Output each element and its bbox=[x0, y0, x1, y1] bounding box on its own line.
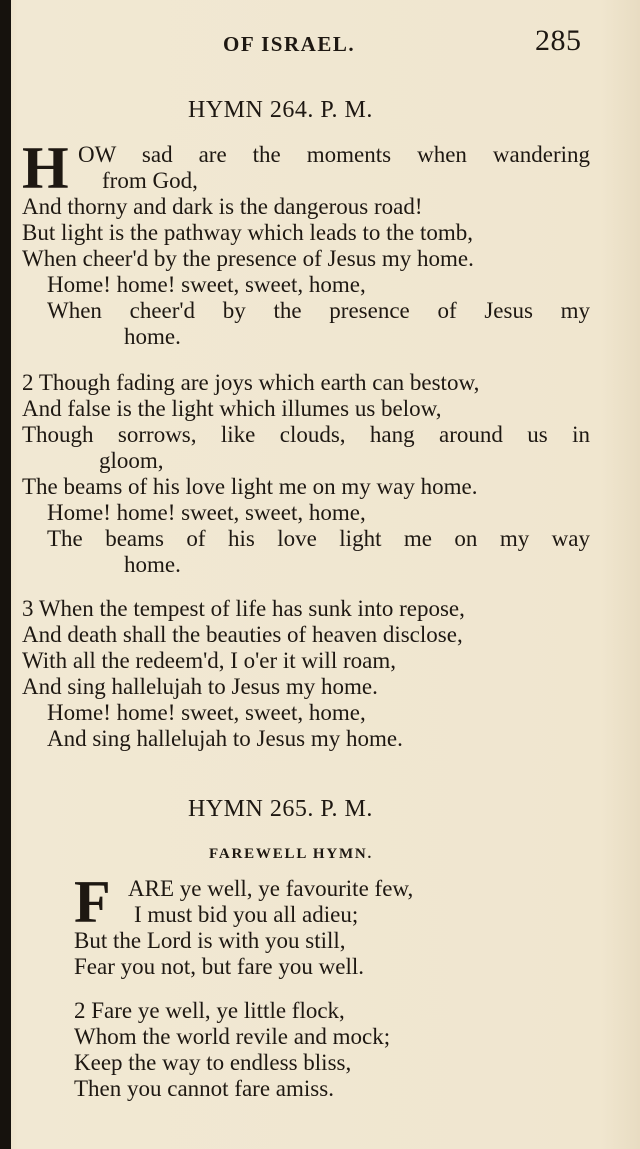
running-header: OF ISRAEL. bbox=[223, 32, 356, 56]
hymn-264-s3-line1: 3 When the tempest of life has sunk into repose, bbox=[22, 596, 465, 621]
page-number: 285 bbox=[535, 24, 582, 57]
hymn-265-s1-line4: Fear you not, but fare you well. bbox=[74, 954, 364, 979]
hymn-264-s1-line4: When cheer'd by the presence of Jesus my home. bbox=[22, 246, 474, 271]
hymn-265-s1-line1: ARE ye well, ye favourite few, bbox=[128, 876, 414, 901]
hymn-265-s2-line4: Then you cannot fare amiss. bbox=[74, 1076, 334, 1101]
hymn-264-s1-line3: But light is the pathway which leads to the tomb, bbox=[22, 220, 473, 245]
hymn-264-title: HYMN 264. P. M. bbox=[188, 97, 373, 123]
hymn-264-s2-line3: Though sorrows, like clouds, hang around us in bbox=[22, 422, 590, 447]
hymn-264-s3-line2: And death shall the beauties of heaven disclose, bbox=[22, 622, 463, 647]
hymn-264-s2-line4: The beams of his love light me on my way home. bbox=[22, 474, 478, 499]
hymn-264-s3-line4: And sing hallelujah to Jesus my home. bbox=[22, 674, 378, 699]
hymn-264-s1-line1: OW sad are the moments when wandering bbox=[78, 142, 590, 167]
hymn-264-dropcap: H bbox=[22, 135, 69, 201]
hymn-265-s1-line3: But the Lord is with you still, bbox=[74, 928, 346, 953]
hymn-264-s2-refrain2-cont: home. bbox=[124, 552, 181, 577]
page-spine-edge bbox=[0, 0, 11, 1149]
hymn-265-title: HYMN 265. P. M. bbox=[188, 796, 373, 822]
hymn-264-s3-refrain2: And sing hallelujah to Jesus my home. bbox=[47, 726, 403, 751]
hymn-264-s1-refrain2: When cheer'd by the presence of Jesus my bbox=[47, 298, 590, 323]
hymn-264-s2-line3-cont: gloom, bbox=[99, 448, 164, 473]
hymn-264-s2-refrain1: Home! home! sweet, sweet, home, bbox=[47, 500, 366, 525]
hymn-265-s2-line1: 2 Fare ye well, ye little flock, bbox=[74, 998, 345, 1023]
hymn-265-subtitle: FAREWELL HYMN. bbox=[209, 846, 374, 862]
hymn-264-s1-refrain2-cont: home. bbox=[124, 324, 181, 349]
hymn-264-s3-refrain1: Home! home! sweet, sweet, home, bbox=[47, 700, 366, 725]
hymn-264-s2-line1: 2 Though fading are joys which earth can bestow, bbox=[22, 370, 480, 395]
hymn-264-s3-line3: With all the redeem'd, I o'er it will roam, bbox=[22, 648, 396, 673]
hymn-264-s2-refrain2: The beams of his love light me on my way bbox=[47, 526, 590, 551]
hymn-264-s1-line1-cont: from God, bbox=[102, 168, 198, 193]
hymn-264-s1-line2: And thorny and dark is the dangerous road! bbox=[22, 194, 423, 219]
hymn-265-dropcap: F bbox=[74, 869, 111, 935]
hymn-264-s2-line2: And false is the light which illumes us below, bbox=[22, 396, 442, 421]
hymn-265-s2-line2: Whom the world revile and mock; bbox=[74, 1024, 391, 1049]
hymn-264-s1-refrain1: Home! home! sweet, sweet, home, bbox=[47, 272, 366, 297]
hymn-265-s1-line2: I must bid you all adieu; bbox=[134, 902, 359, 927]
hymn-265-s2-line3: Keep the way to endless bliss, bbox=[74, 1050, 352, 1075]
